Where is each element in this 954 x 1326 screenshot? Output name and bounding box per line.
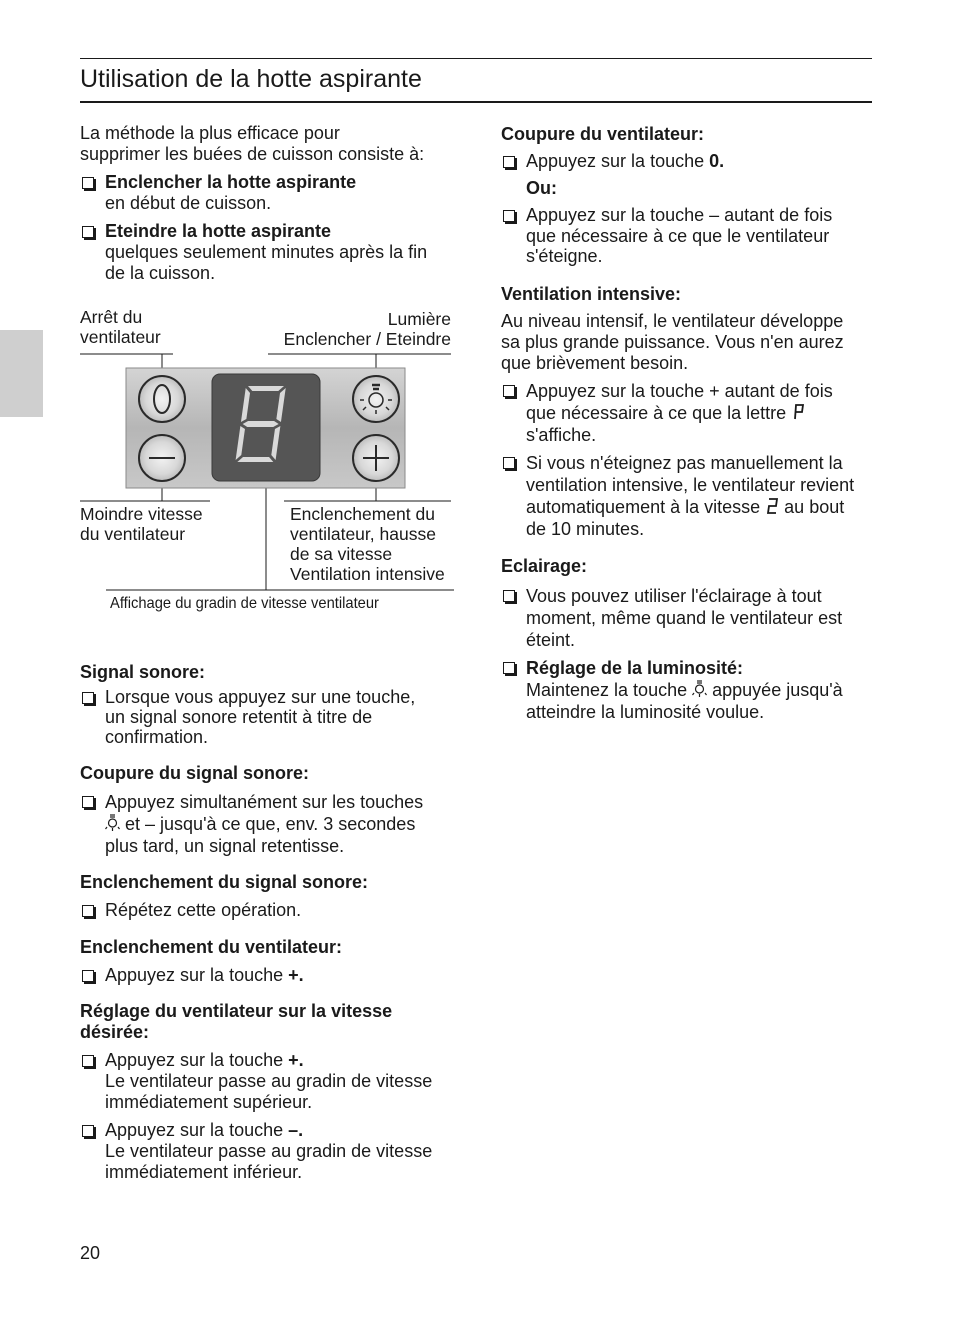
heading-speed: Réglage du ventilateur sur la vitesse désirée: [80, 1001, 393, 1042]
item-intensive-2: Si vous n'éteignez pas manuellement la ventilation intensive, le ventilateur revient automatiquement à la vitesse 2 au bout de 10 minutes. [501, 452, 876, 540]
checkbox-icon [503, 210, 515, 222]
item-intensive-1: Appuyez sur la touche + autant de fois que nécessaire à ce que la lettre P s'affiche. [501, 380, 876, 446]
button-light[interactable] [353, 376, 399, 422]
button-plus[interactable] [353, 435, 399, 481]
item-fan-off-2: Appuyez sur la touche – autant de fois que nécessaire à ce que le ventilateur s'éteigne. [501, 205, 876, 267]
item-speed-up: Appuyez sur la touche +. Le ventilateur passe au gradin de vitesse immédiatement supérieur. [80, 1050, 470, 1113]
heading-intensive: Ventilation intensive: [501, 283, 682, 304]
heading-lighting: Eclairage: [501, 555, 588, 576]
step-switch-on: Enclencher la hotte aspirante en début de cuisson. [80, 172, 460, 214]
checkbox-icon [82, 905, 94, 917]
page-title: Utilisation de la hotte aspirante [80, 65, 422, 93]
button-zero[interactable] [139, 376, 185, 422]
bulb-icon [105, 814, 120, 832]
label-fan-off: Arrêt du ventilateur [80, 307, 161, 347]
intensive-text: Au niveau intensif, le ventilateur développe sa plus grande puissance. Vous n'en aurez que brièvement besoin. [501, 310, 844, 373]
step-switch-off: Eteindre la hotte aspirante quelques seulement minutes après la fin de la cuisson. [80, 221, 460, 284]
right-column [501, 124, 876, 723]
item-signal: Lorsque vous appuyez sur une touche, un signal sonore retentit à titre de confirmation. [80, 687, 470, 747]
checkbox-icon [503, 457, 515, 469]
item-fan-on: Appuyez sur la touche +. [80, 965, 470, 986]
item-lighting-1: Vous pouvez utiliser l'éclairage à tout moment, même quand le ventilateur est éteint. [501, 585, 876, 651]
heading-fan-off: Coupure du ventilateur: [501, 124, 705, 144]
heading-signal-on: Enclenchement du signal sonore: [80, 872, 369, 892]
checkbox-icon [503, 385, 515, 397]
page-number: 20 [80, 1243, 101, 1263]
left-sections [80, 662, 470, 1183]
digit-2-display [765, 497, 779, 515]
diagram-caption: Affichage du gradin de vitesse ventilateur [110, 595, 379, 612]
heading-signal-off: Coupure du signal sonore: [80, 763, 310, 783]
checkbox-icon [503, 156, 515, 168]
item-speed-down: Appuyez sur la touche –. Le ventilateur passe au gradin de vitesse immédiatement inférieur. [80, 1120, 470, 1183]
svg-text:P: P [791, 402, 792, 404]
checkbox-icon [82, 970, 94, 982]
checkbox-icon [82, 796, 94, 808]
svg-text:2: 2 [765, 496, 766, 498]
label-lower-speed: Moindre vitesse du ventilateur [80, 504, 203, 544]
or-label: Ou: [526, 178, 557, 198]
label-light: Lumière Enclencher / Eteindre [283, 309, 451, 349]
button-minus[interactable] [139, 435, 185, 481]
checkbox-icon [82, 1125, 94, 1137]
bulb-icon [692, 680, 707, 698]
item-fan-off-1: Appuyez sur la touche 0. [501, 151, 876, 172]
heading-fan-on: Enclenchement du ventilateur: [80, 937, 343, 957]
item-signal-on: Répétez cette opération. [80, 900, 470, 921]
checkbox-icon [82, 692, 94, 704]
heading-signal: Signal sonore: [80, 662, 206, 682]
item-lighting-2: Réglage de la luminosité: Maintenez la touche appuyée jusqu'à atteindre la luminosité voulue. [501, 657, 876, 723]
item-signal-off: Appuyez simultanément sur les touches et – jusqu'à ce que, env. 3 secondes plus tard, un signal retentisse. [80, 791, 470, 857]
intro-line-1: La méthode la plus efficace pour [80, 123, 340, 143]
checkbox-icon [503, 590, 515, 602]
letter-p-display [791, 403, 805, 421]
checkbox-icon [503, 662, 515, 674]
label-raise-speed: Enclenchement du ventilateur, hausse de sa vitesse Ventilation intensive [290, 504, 445, 584]
checkbox-icon [82, 1055, 94, 1067]
intro-line-2: supprimer les buées de cuisson consiste à: [80, 144, 425, 164]
